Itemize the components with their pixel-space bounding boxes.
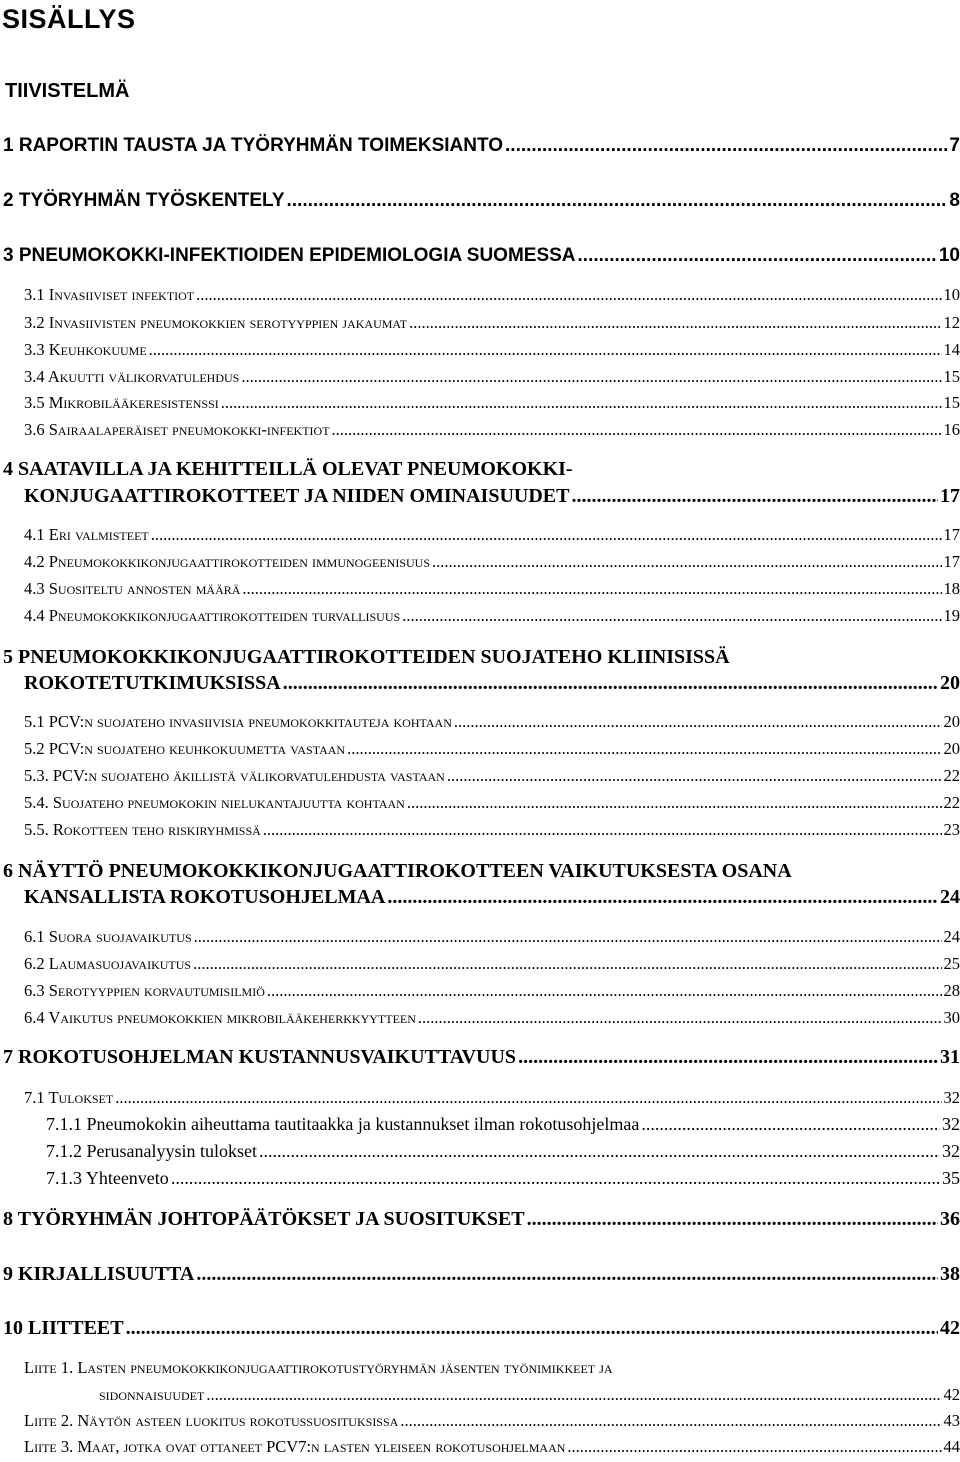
toc-entry-page: 10	[943, 285, 960, 304]
toc-entry-page: 30	[943, 1008, 960, 1027]
toc-entry-text: 6.3 Serotyyppien korvautumisilmiö	[24, 981, 265, 1000]
toc-entry-text: 7.1.2 Perusanalyysin tulokset	[46, 1141, 257, 1161]
toc-entry-text: KANSALLISTA ROKOTUSOHJELMAA	[24, 886, 386, 908]
dot-leader	[259, 1141, 940, 1162]
toc-entry-appendix-3[interactable]	[24, 1437, 960, 1457]
dot-leader	[242, 579, 941, 599]
toc-entry-page: 24	[940, 886, 960, 908]
toc-entry-3-6[interactable]	[24, 420, 960, 440]
toc-entry-page: 18	[943, 579, 960, 598]
toc-entry-5-4[interactable]	[24, 793, 960, 813]
dot-leader	[332, 420, 942, 440]
toc-entry-page: 36	[940, 1208, 960, 1230]
toc-entry-5-3[interactable]	[24, 766, 960, 786]
toc-entry-text: 4.1 Eri valmisteet	[24, 525, 149, 544]
toc-entry-3-4[interactable]	[24, 367, 960, 387]
toc-entry-text: 1 RAPORTIN TAUSTA JA TYÖRYHMÄN TOIMEKSIANTO	[3, 135, 504, 156]
toc-entry-page: 16	[943, 420, 960, 439]
dot-leader	[171, 1168, 940, 1189]
toc-entry-page: 19	[943, 606, 960, 625]
toc-entry-page: 10	[938, 245, 960, 266]
toc-entry-4-line1[interactable]: 4 SAATAVILLA JA KEHITTEILLÄ OLEVAT PNEUMOKOKKI-	[3, 458, 573, 480]
dot-leader	[193, 954, 941, 974]
dot-leader	[151, 525, 942, 545]
toc-entry-page: 32	[942, 1141, 960, 1161]
toc-entry-6-1[interactable]	[24, 927, 960, 947]
dot-leader	[402, 606, 941, 626]
toc-entry-5-2[interactable]	[24, 739, 960, 759]
dot-leader	[347, 739, 941, 759]
toc-entry-page: 28	[943, 981, 960, 1000]
dot-leader	[115, 1088, 941, 1108]
toc-entry-text: Liite 3. Maat, jotka ovat ottaneet PCV7:n lasten yleiseen rokotusohjelmaan	[24, 1437, 566, 1456]
toc-entry-9[interactable]	[3, 1263, 960, 1286]
toc-entry-3-3[interactable]	[24, 340, 960, 360]
toc-entry-6-3[interactable]	[24, 981, 960, 1001]
toc-entry-page: 14	[943, 340, 960, 359]
toc-entry-8[interactable]	[3, 1208, 960, 1231]
toc-entry-text: 4.2 Pneumokokkikonjugaattirokotteiden immunogeenisuus	[24, 552, 431, 571]
dot-leader	[263, 820, 942, 840]
toc-entry-appendix-1[interactable]	[99, 1385, 960, 1405]
dot-leader	[267, 981, 942, 1001]
toc-entry-text: 9 KIRJALLISUUTTA	[3, 1263, 195, 1285]
toc-entry-7[interactable]	[3, 1046, 960, 1069]
toc-entry-3-1[interactable]	[24, 285, 960, 305]
toc-entry-5-line1[interactable]: 5 PNEUMOKOKKIKONJUGAATTIROKOTTEIDEN SUOJATEHO KLIINISISSÄ	[3, 646, 730, 668]
dot-leader	[126, 1317, 938, 1340]
toc-entry-page: 8	[949, 190, 960, 211]
toc-entry-text: 3.6 Sairaalaperäiset pneumokokki-infektiot	[24, 420, 330, 439]
toc-entry-7-1[interactable]	[24, 1088, 960, 1108]
toc-entry-text: ROKOTETUTKIMUKSISSA	[24, 672, 281, 694]
toc-entry-page: 32	[942, 1114, 960, 1134]
dot-leader	[196, 1263, 938, 1286]
dot-leader	[409, 313, 941, 333]
toc-entry-page: 17	[943, 552, 960, 571]
toc-entry-10[interactable]	[3, 1317, 960, 1340]
toc-entry-text: 3.1 Invasiiviset infektiot	[24, 285, 195, 304]
toc-entry-text: 3 PNEUMOKOKKI-INFEKTIOIDEN EPIDEMIOLOGIA SUOMESSA	[3, 245, 576, 266]
toc-entry-text: 3.3 Keuhkokuume	[24, 340, 147, 359]
toc-entry-text: 7.1 Tulokset	[24, 1088, 114, 1107]
toc-entry-5[interactable]	[24, 672, 960, 695]
dot-leader	[387, 886, 938, 909]
dot-leader	[578, 245, 937, 267]
toc-entry-page: 22	[943, 793, 960, 812]
toc-entry-page: 7	[949, 135, 960, 156]
toc-entry-text: 8 TYÖRYHMÄN JOHTOPÄÄTÖKSET JA SUOSITUKSET	[3, 1208, 525, 1230]
dot-leader	[518, 1046, 938, 1069]
dot-leader	[283, 672, 938, 695]
toc-entry-text: Liite 2. Näytön asteen luokitus rokotussuosituksissa	[24, 1411, 399, 1430]
toc-entry-text: 3.2 Invasiivisten pneumokokkien serotyyppien jakaumat	[24, 313, 408, 332]
toc-entry-text: 6.2 Laumasuojavaikutus	[24, 954, 192, 973]
toc-entry-text: sidonnaisuudet	[99, 1385, 205, 1404]
toc-entry-appendix-2[interactable]	[24, 1411, 960, 1431]
toc-entry-text: 5.4. Suojateho pneumokokin nielukantajuutta kohtaan	[24, 793, 405, 812]
toc-entry-text: 5.5. Rokotteen teho riskiryhmissä	[24, 820, 261, 839]
dot-leader	[206, 1385, 941, 1405]
toc-entry-6-2[interactable]	[24, 954, 960, 974]
toc-entry-7-1-1[interactable]	[46, 1114, 960, 1135]
toc-entry-5-5[interactable]	[24, 820, 960, 840]
toc-entry-page: 43	[943, 1411, 960, 1430]
toc-entry-page: 25	[943, 954, 960, 973]
dot-leader	[505, 135, 947, 157]
dot-leader	[571, 485, 938, 508]
toc-entry-text: 7.1.1 Pneumokokin aiheuttama tautitaakka ja kustannukset ilman rokotusohjelmaa	[46, 1114, 640, 1134]
toc-entry-text: 5.2 PCV:n suojateho keuhkokuumetta vastaan	[24, 739, 346, 758]
toc-entry-4-4[interactable]	[24, 606, 960, 626]
toc-entry-2[interactable]	[3, 190, 960, 212]
toc-entry-1[interactable]	[3, 135, 960, 157]
toc-entry-text: 4.3 Suositeltu annosten määrä	[24, 579, 241, 598]
dot-leader	[527, 1208, 938, 1231]
toc-entry-page: 20	[943, 739, 960, 758]
toc-entry-page: 31	[940, 1046, 960, 1068]
dot-leader	[287, 190, 948, 212]
toc-entry-text: KONJUGAATTIROKOTTEET JA NIIDEN OMINAISUUDET	[24, 485, 570, 507]
toc-entry-4-3[interactable]	[24, 579, 960, 599]
toc-entry-text: 3.5 Mikrobilääkeresistenssi	[24, 393, 219, 412]
toc-entry-page: 44	[943, 1437, 960, 1456]
toc-entry-5-1[interactable]	[24, 712, 960, 732]
toc-entry-page: 15	[943, 393, 960, 412]
toc-entry-page: 23	[943, 820, 960, 839]
dot-leader	[194, 927, 942, 947]
toc-entry-page: 32	[943, 1088, 960, 1107]
toc-entry-page: 12	[943, 313, 960, 332]
toc-entry-page: 22	[943, 766, 960, 785]
toc-entry-text: 6.1 Suora suojavaikutus	[24, 927, 192, 946]
toc-entry-page: 24	[943, 927, 960, 946]
dot-leader	[432, 552, 941, 572]
toc-entry-6-line1[interactable]: 6 NÄYTTÖ PNEUMOKOKKIKONJUGAATTIROKOTTEEN VAIKUTUKSESTA OSANA	[3, 860, 792, 882]
toc-entry-3-5[interactable]	[24, 393, 960, 413]
dot-leader	[407, 793, 942, 813]
toc-entry-page: 42	[940, 1317, 960, 1339]
toc-entry-6-4[interactable]	[24, 1008, 960, 1028]
dot-leader	[241, 367, 941, 387]
dot-leader	[196, 285, 941, 305]
dot-leader	[447, 766, 942, 786]
toc-entry-4[interactable]	[24, 485, 960, 508]
toc-entry-page: 35	[942, 1168, 960, 1188]
dot-leader	[454, 712, 942, 732]
toc-entry-page: 38	[940, 1263, 960, 1285]
toc-entry-page: 15	[943, 367, 960, 386]
toc-entry-text: 5.3. PCV:n suojateho äkillistä välikorvatulehdusta vastaan	[24, 766, 445, 785]
toc-entry-text: 2 TYÖRYHMÄN TYÖSKENTELY	[3, 190, 285, 211]
dot-leader	[400, 1411, 941, 1431]
toc-entry-text: 7 ROKOTUSOHJELMAN KUSTANNUSVAIKUTTAVUUS	[3, 1046, 517, 1068]
dot-leader	[221, 393, 942, 413]
toc-abstract: TIIVISTELMÄ	[5, 80, 130, 102]
dot-leader	[567, 1437, 941, 1457]
page-title: SISÄLLYS	[2, 4, 136, 34]
toc-entry-page: 42	[943, 1385, 960, 1404]
toc-entry-text: 10 LIITTEET	[3, 1317, 124, 1339]
toc-entry-text: 5.1 PCV:n suojateho invasiivisia pneumokokkitauteja kohtaan	[24, 712, 452, 731]
toc-entry-page: 17	[940, 485, 960, 507]
toc-entry-page: 20	[943, 712, 960, 731]
toc-entry-text: 3.4 Akuutti välikorvatulehdus	[24, 367, 240, 386]
toc-entry-page: 20	[940, 672, 960, 694]
toc-entry-page: 17	[943, 525, 960, 544]
toc-entry-3[interactable]	[3, 245, 960, 267]
toc-entry-text: 4.4 Pneumokokkikonjugaattirokotteiden turvallisuus	[24, 606, 401, 625]
dot-leader	[418, 1008, 942, 1028]
toc-entry-4-2[interactable]	[24, 552, 960, 572]
toc-entry-text: 6.4 Vaikutus pneumokokkien mikrobilääkeherkkyytteen	[24, 1008, 416, 1027]
dot-leader	[641, 1114, 940, 1135]
toc-entry-text: 7.1.3 Yhteenveto	[46, 1168, 169, 1188]
toc-entry-4-1[interactable]	[24, 525, 960, 545]
toc-entry-7-1-3[interactable]	[46, 1168, 960, 1189]
toc-entry-appendix-1-line1[interactable]: Liite 1. Lasten pneumokokkikonjugaattirokotustyöryhmän jäsenten työnimikkeet ja	[24, 1358, 613, 1377]
toc-entry-7-1-2[interactable]	[46, 1141, 960, 1162]
toc-entry-3-2[interactable]	[24, 313, 960, 333]
dot-leader	[149, 340, 942, 360]
toc-entry-6[interactable]	[24, 886, 960, 909]
